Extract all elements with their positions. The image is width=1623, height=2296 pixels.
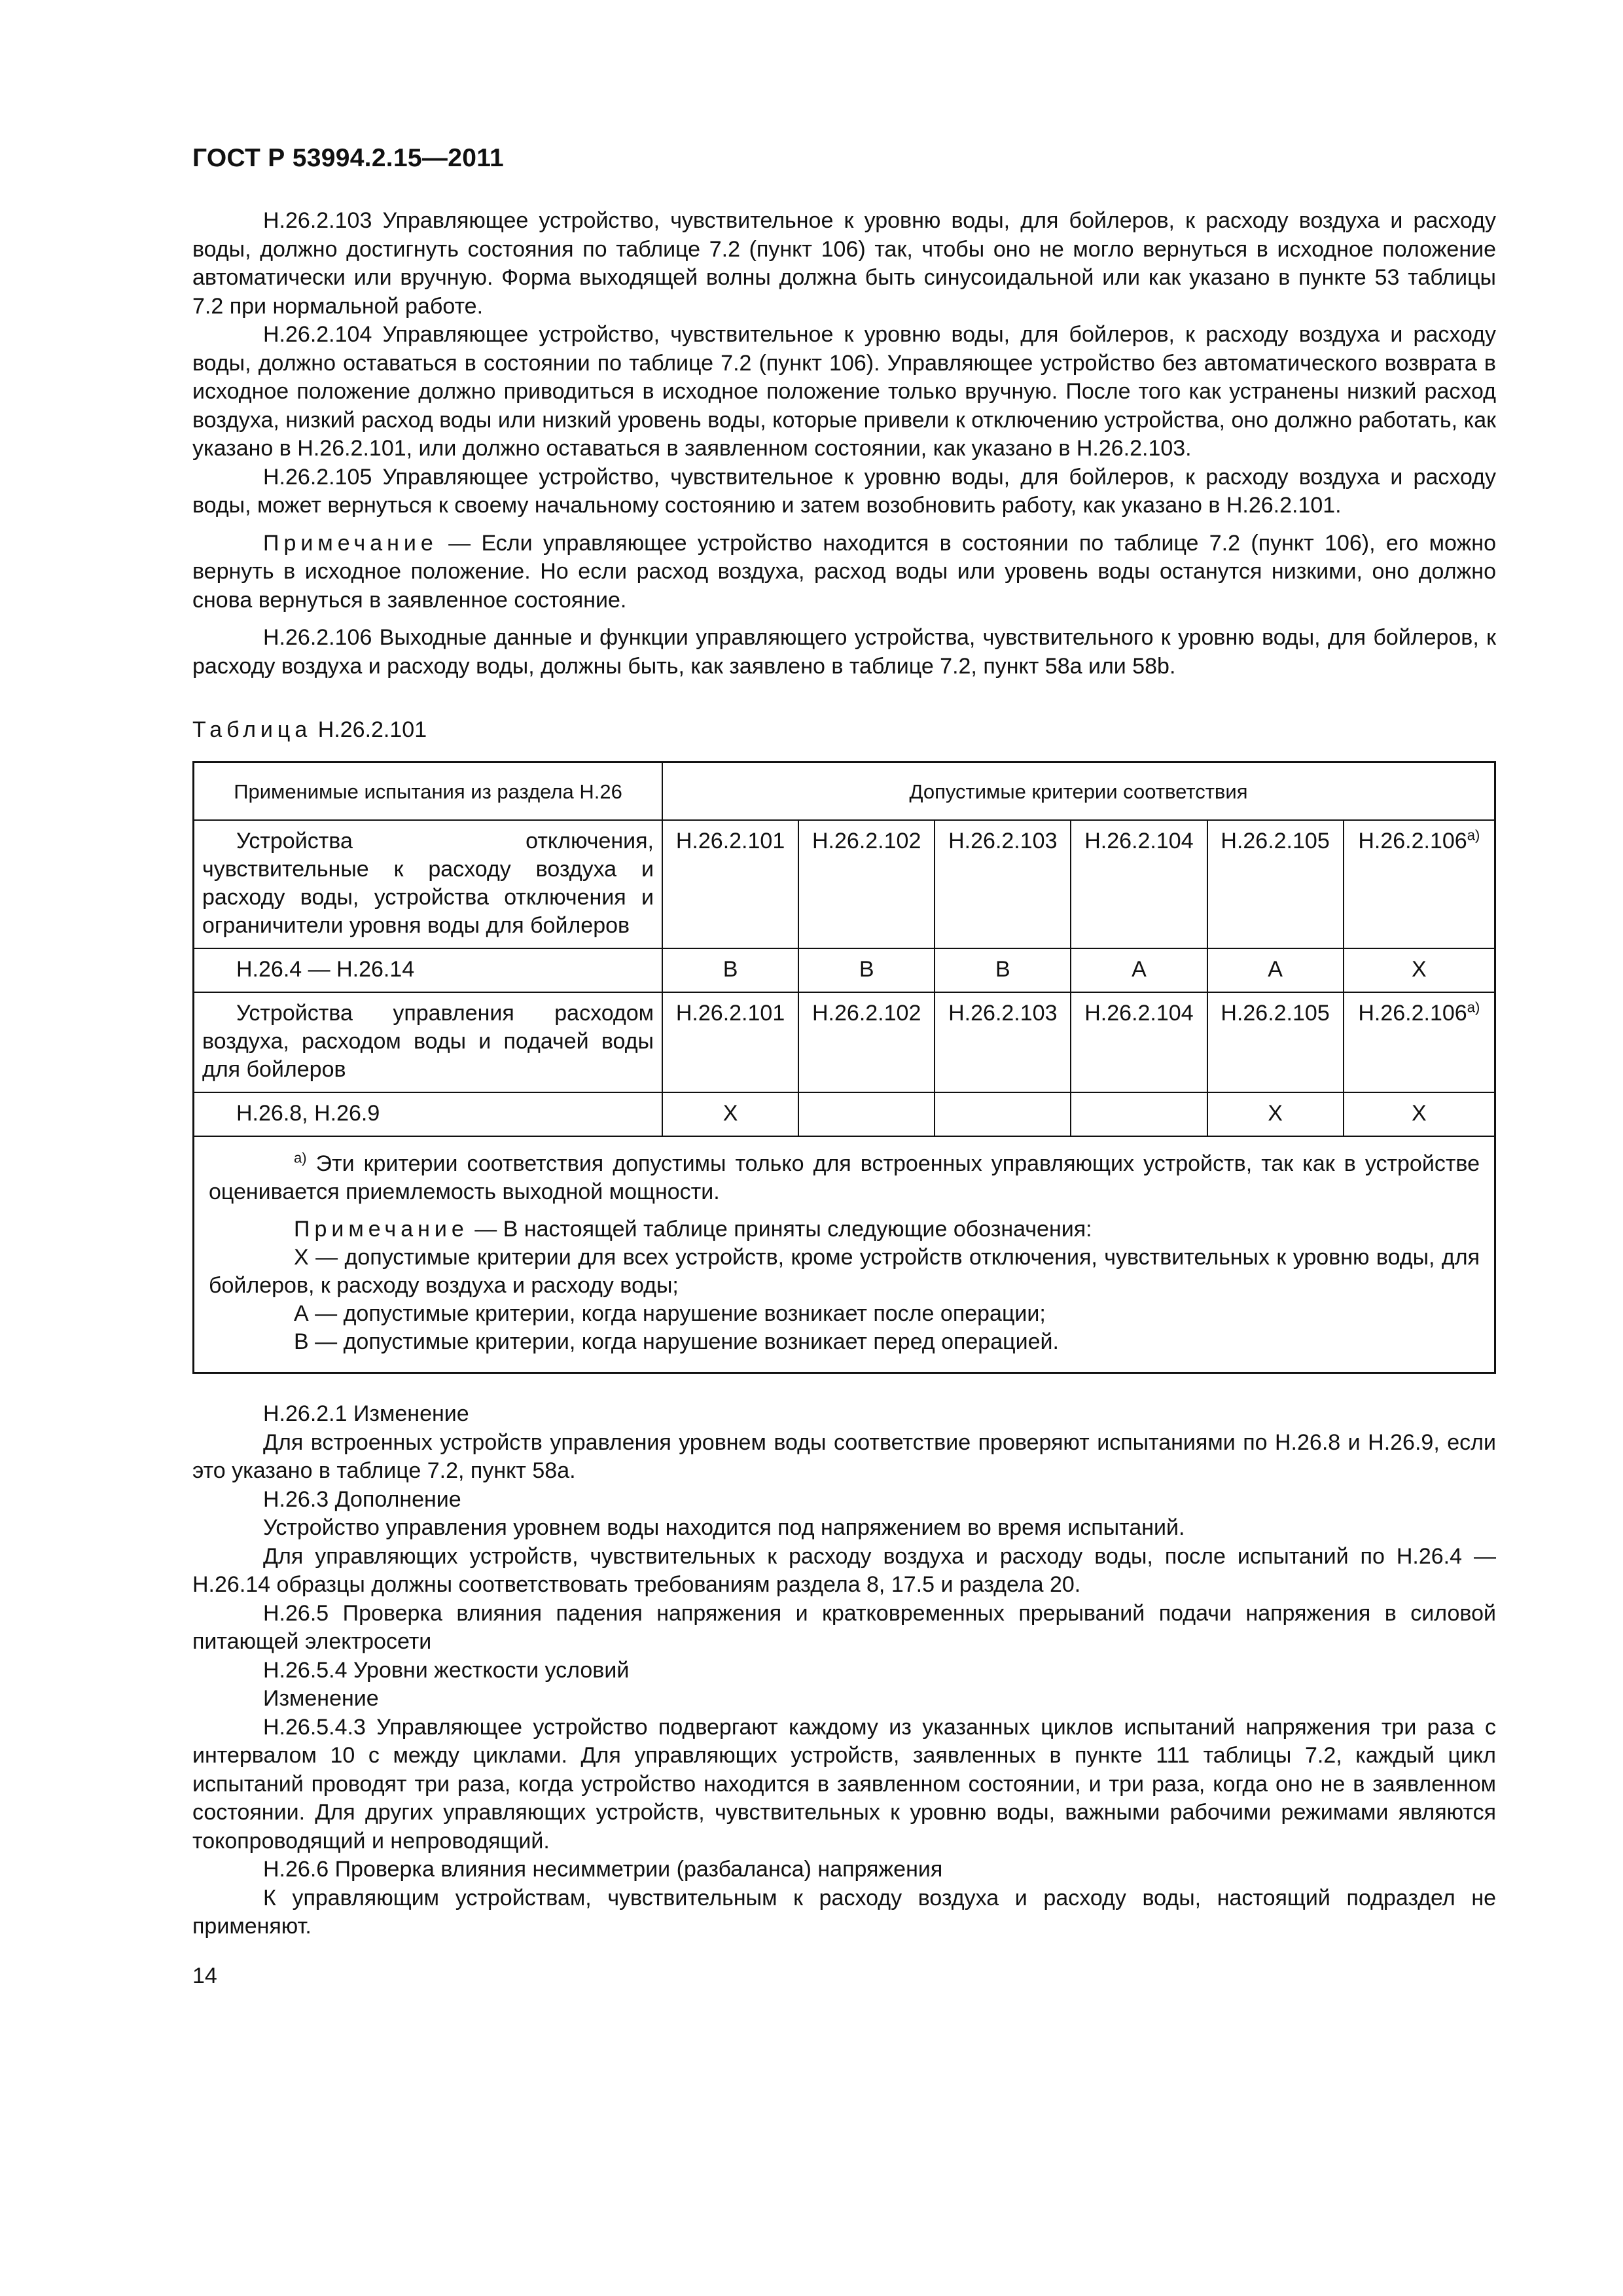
group1-col-6-text: Н.26.2.106 xyxy=(1358,829,1467,853)
criteria-table xyxy=(192,761,1496,1374)
group1-col-1: Н.26.2.101 xyxy=(662,820,798,948)
document-page xyxy=(192,144,1496,1989)
paragraph-h26-2-104: Н.26.2.104 Управляющее устройство, чувствительное к уровню воды, для бойлеров, к расходу воздуха и расходу воды, должно оставаться в состоянии по таблице 7.2 (пункт 106). Управляющее устройство без автоматического возврата в исходное положение должно приводиться в исходное положение только вручную. После того как устранены низкий расход воздуха, низкий расход воды или низкий уровень воды, которые привели к отключению устройства, оно должно работать, как указано в Н.26.2.101, или должно оставаться в заявленном состоянии, как указано в Н.26.2.103. xyxy=(192,322,1496,461)
row1-value-3: В xyxy=(935,948,1071,992)
note-paragraph xyxy=(192,529,1496,615)
footnote-mark: а) xyxy=(1467,827,1480,844)
body-top xyxy=(192,207,1496,681)
table-note-item: В — допустимые критерии, когда нарушение возникает перед операцией. xyxy=(294,1329,1059,1354)
row2-label: Н.26.8, Н.26.9 xyxy=(194,1092,663,1136)
paragraph-h26-6-heading: Н.26.6 Проверка влияния несимметрии (разбаланса) напряжения xyxy=(263,1857,943,1882)
table-row-2 xyxy=(194,1092,1495,1136)
table-footnote-mark: а) xyxy=(294,1149,307,1166)
body-bottom xyxy=(192,1400,1496,1941)
row2-value-2 xyxy=(798,1092,935,1136)
group2-col-4: Н.26.2.104 xyxy=(1071,992,1207,1092)
table-note-item: Х — допустимые критерии для всех устройств, кроме устройств отключения, чувствительных к уровню воды, для бойлеров, к расходу воздуха и расходу воды; xyxy=(209,1245,1480,1298)
row1-value-1: В xyxy=(662,948,798,992)
group2-col-2: Н.26.2.102 xyxy=(798,992,935,1092)
row1-value-4: А xyxy=(1071,948,1207,992)
table-row-group2 xyxy=(194,992,1495,1092)
footnote-mark: а) xyxy=(1467,999,1480,1016)
paragraph-h26-5-4-3: Н.26.5.4.3 Управляющее устройство подвергают каждому из указанных циклов испытаний напряжения три раза с интервалом 10 с между циклами. Для управляющих устройств, заявленных в пункте 111 таблицы 7.2, каждый цикл испытаний проводят три раза, когда устройство находится в заявленном состоянии, и три раза, когда оно не в заявленном состоянии. Для других управляющих устройств, чувствительных к уровню воды, важными рабочими режимами являются токопроводящий и непроводящий. xyxy=(192,1714,1496,1854)
table-row-1 xyxy=(194,948,1495,992)
paragraph-h26-2-103: Н.26.2.103 Управляющее устройство, чувствительное к уровню воды, для бойлеров, к расходу воздуха и расходу воды, должно достигнуть состояния по таблице 7.2 (пункт 106) так, чтобы оно не могло вернуться в исходное положение автоматически или вручную. Форма выходящей волны должна быть синусоидальной или как указано в пункте 53 таблицы 7.2 при нормальной работе. xyxy=(192,208,1496,319)
row2-value-4 xyxy=(1071,1092,1207,1136)
paragraph-h26-6-text: К управляющим устройствам, чувствительным к расходу воздуха и расходу воды, настоящий подраздел не применяют. xyxy=(192,1885,1496,1939)
table-footnote xyxy=(209,1150,1480,1206)
table-note-label: Примечание xyxy=(294,1217,469,1242)
group2-label: Устройства управления расходом воздуха, расходом воды и подачей воды для бойлеров xyxy=(194,992,663,1092)
group2-col-3: Н.26.2.103 xyxy=(935,992,1071,1092)
table-note-item: А — допустимые критерии, когда нарушение возникает после операции; xyxy=(294,1301,1046,1326)
group1-col-6 xyxy=(1344,820,1495,948)
row1-label: Н.26.4 — Н.26.14 xyxy=(194,948,663,992)
row1-value-6: Х xyxy=(1344,948,1495,992)
table-caption-number: Н.26.2.101 xyxy=(312,717,427,742)
row2-value-6: Х xyxy=(1344,1092,1495,1136)
group1-col-5: Н.26.2.105 xyxy=(1207,820,1344,948)
table-row-group1 xyxy=(194,820,1495,948)
group2-col-1: Н.26.2.101 xyxy=(662,992,798,1092)
group1-col-4: Н.26.2.104 xyxy=(1071,820,1207,948)
table-caption xyxy=(192,717,1496,743)
table-notes xyxy=(194,1136,1495,1373)
paragraph-h26-2-106: Н.26.2.106 Выходные данные и функции управляющего устройства, чувствительного к уровню воды, для бойлеров, к расходу воздуха и расходу воды, должны быть, как заявлено в таблице 7.2, пункт 58а или 58b. xyxy=(192,625,1496,679)
row2-value-5: Х xyxy=(1207,1092,1344,1136)
paragraph-change-label: Изменение xyxy=(263,1686,379,1711)
group1-label: Устройства отключения, чувствительные к расходу воздуха и расходу воды, устройства отключения и ограничители уровня воды для бойлеров xyxy=(194,820,663,948)
standard-title: ГОСТ Р 53994.2.15—2011 xyxy=(192,144,505,172)
group2-col-6-text: Н.26.2.106 xyxy=(1358,1001,1467,1026)
row1-value-2: В xyxy=(798,948,935,992)
header-tests: Применимые испытания из раздела Н.26 xyxy=(194,762,663,821)
header-criteria: Допустимые критерии соответствия xyxy=(662,762,1495,821)
group1-col-2: Н.26.2.102 xyxy=(798,820,935,948)
table-caption-label: Таблица xyxy=(192,717,312,742)
row2-value-3 xyxy=(935,1092,1071,1136)
paragraph-h26-5-4-heading: Н.26.5.4 Уровни жесткости условий xyxy=(263,1657,630,1683)
row2-value-1: Х xyxy=(662,1092,798,1136)
paragraph-h26-2-1-heading: Н.26.2.1 Изменение xyxy=(263,1401,469,1426)
group2-col-5: Н.26.2.105 xyxy=(1207,992,1344,1092)
paragraph-h26-3-text-2: Для управляющих устройств, чувствительных к расходу воздуха и расходу воды, после испытаний по Н.26.4 — Н.26.14 образцы должны соответствовать требованиям раздела 8, 17.5 и раздела 20. xyxy=(192,1543,1496,1597)
paragraph-h26-2-1-text: Для встроенных устройств управления уровнем воды соответствие проверяют испытаниями по Н.26.8 и Н.26.9, если это указано в таблице 7.2, пункт 58а. xyxy=(192,1429,1496,1483)
paragraph-h26-3-text-1: Устройство управления уровнем воды находится под напряжением во время испытаний. xyxy=(263,1515,1185,1540)
table-header-row xyxy=(194,762,1495,821)
table-notes-row xyxy=(194,1136,1495,1373)
table-footnote-text: Эти критерии соответствия допустимы только для встроенных управляющих устройств, так как в устройстве оценивается приемлемость выходной мощности. xyxy=(209,1151,1480,1204)
note-text: — Если управляющее устройство находится в состоянии по таблице 7.2 (пункт 106), его можно вернуть в исходное положение. Но если расход воздуха, расход воды или уровень воды останутся низкими, оно должно снова вернуться в заявленное состояние. xyxy=(192,530,1496,613)
table-note xyxy=(209,1215,1480,1244)
paragraph-h26-3-heading: Н.26.3 Дополнение xyxy=(263,1486,461,1512)
note-label: Примечание xyxy=(263,530,438,556)
paragraph-h26-2-105: Н.26.2.105 Управляющее устройство, чувствительное к уровню воды, для бойлеров, к расходу воздуха и расходу воды, может вернуться к своему начальному состоянию и затем возобновить работу, как указано в Н.26.2.101. xyxy=(192,464,1496,518)
paragraph-h26-5-heading: Н.26.5 Проверка влияния падения напряжения и кратковременных прерываний подачи напряжения в силовой питающей электросети xyxy=(192,1600,1496,1654)
page-number: 14 xyxy=(192,1963,217,1988)
table-note-intro: — В настоящей таблице приняты следующие обозначения: xyxy=(468,1217,1092,1242)
group2-col-6 xyxy=(1344,992,1495,1092)
row1-value-5: А xyxy=(1207,948,1344,992)
group1-col-3: Н.26.2.103 xyxy=(935,820,1071,948)
